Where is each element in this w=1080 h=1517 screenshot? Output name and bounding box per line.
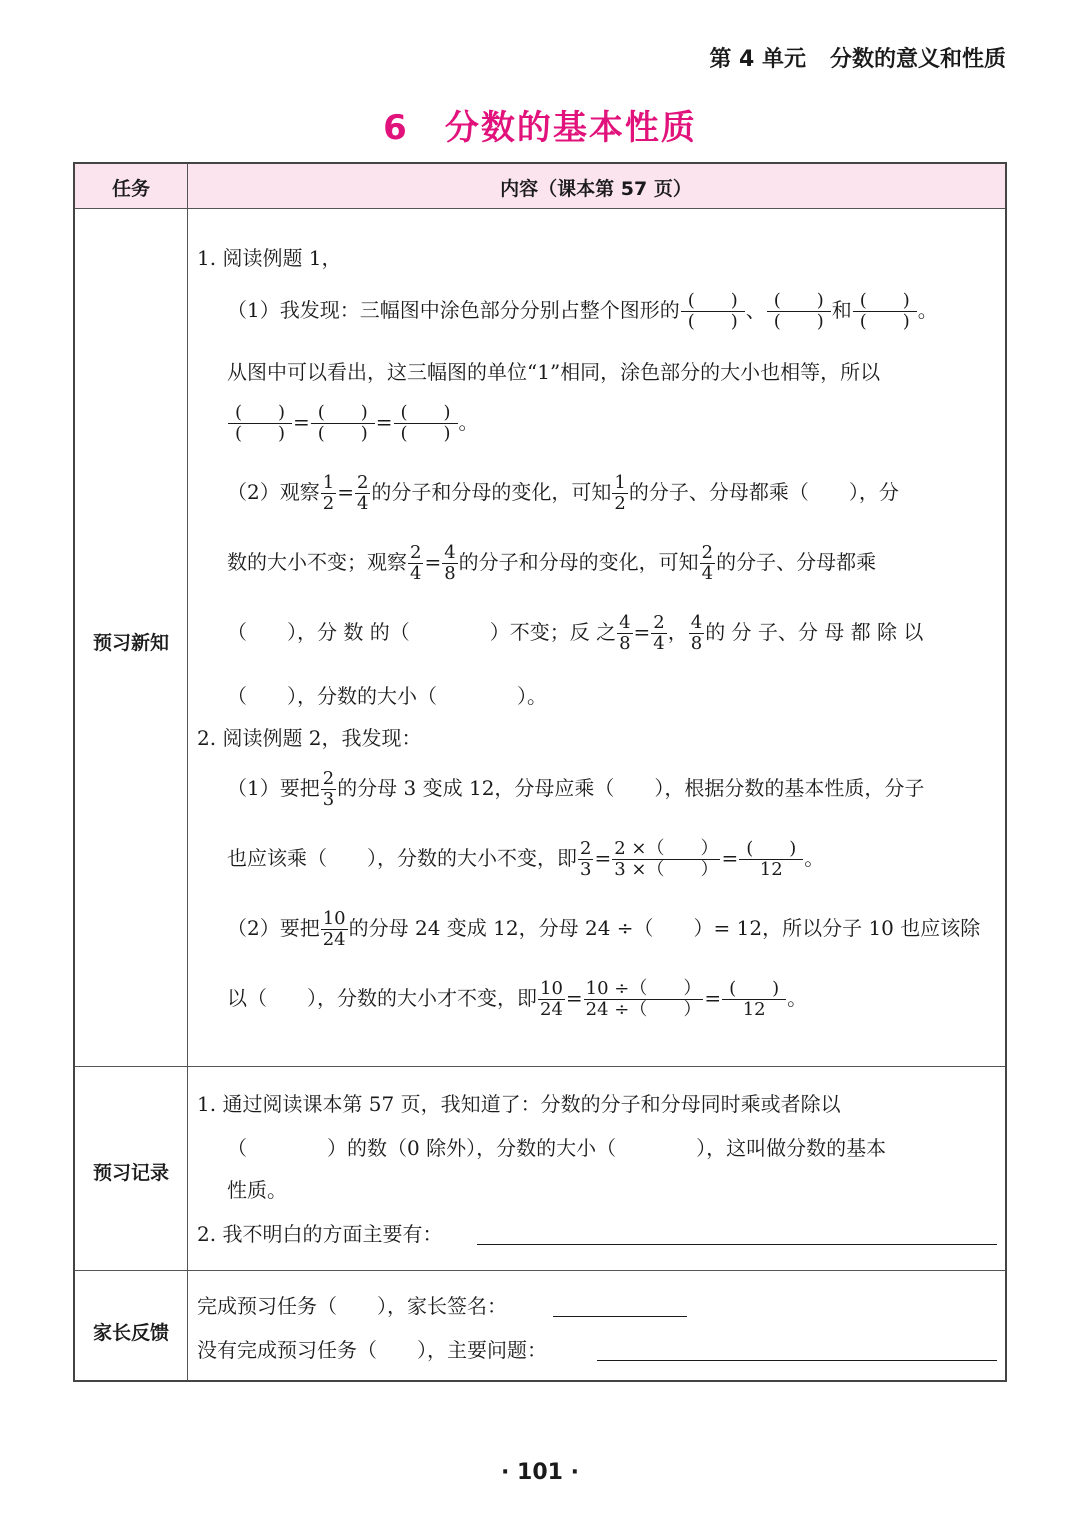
section-title: 分数的基本性质	[444, 108, 697, 148]
column-header-task: 任务	[111, 178, 150, 200]
row-divider	[75, 208, 1005, 209]
question-1-part-2-line-2: 数的大小不变；观察 $\frac{2}{4}$ = $\frac{4}{8}$ 的分子和分母的变化，可知 $\frac{2}{4}$ 的分子、分母都乘	[227, 542, 877, 584]
answer-fraction[interactable]: $\frac{( )}{( )}$	[681, 292, 745, 331]
record-answer-line[interactable]	[477, 1244, 997, 1245]
section-number: 6	[383, 108, 409, 148]
row-divider	[75, 1066, 1005, 1067]
equal-fractions-blank: $\frac{( )}{( )}$ = $\frac{( )}{( )}$ = $\frac{( )}{( )}$ 。	[227, 404, 479, 443]
question-1-part-1: （1）我发现：三幅图中涂色部分分别占整个图形的 $\frac{( )}{( )}$ 、 $\frac{( )}{( )}$ 和 $\frac{( )}{( )}$ 。	[227, 290, 938, 332]
question-1-part-1-text: 从图中可以看出，这三幅图的单位“1”相同，涂色部分的大小也相等，所以	[227, 360, 881, 384]
row-label-preview-record: 预习记录	[92, 1162, 169, 1184]
answer-fraction[interactable]: $\frac{( )}{( )}$	[853, 292, 917, 331]
answer-fraction[interactable]: $\frac{( )}{( )}$	[394, 404, 458, 443]
chapter-label: 分数的意义和性质	[829, 47, 1006, 72]
question-2-part-1-line-2: 也应该乘（ ），分数的大小不变，即 $\frac{2}{3}$ = $\frac{2 \times( )}{3 \times( )}$ = $\frac{( )}{12}$ 。	[227, 838, 825, 880]
row-label-parent-feedback: 家长反馈	[92, 1322, 169, 1344]
question-1-title: 1. 阅读例题 1，	[197, 246, 342, 270]
problem-answer-line[interactable]	[597, 1360, 997, 1361]
unit-label: 第 4 单元	[709, 47, 806, 72]
column-divider	[187, 164, 188, 1380]
question-1-part-2-line-3: （ ），分 数 的（ ）不变；反 之 $\frac{4}{8}$ = $\frac{2}{4}$ ， $\frac{4}{8}$ 的 分 子、分 母 都 除 以	[227, 612, 924, 654]
worksheet-table	[73, 162, 1007, 1382]
question-2-part-1-line-1: （1）要把 $\frac{2}{3}$ 的分母 3 变成 12，分母应乘（ ），根据分数的基本性质，分子	[227, 768, 925, 810]
answer-fraction[interactable]: $\frac{( )}{( )}$	[311, 404, 375, 443]
question-1-part-2-line-1: （2）观察 $\frac{1}{2}$ = $\frac{2}{4}$ 的分子和分母的变化，可知 $\frac{1}{2}$ 的分子、分母都乘（ ），分	[227, 472, 899, 514]
question-2-part-2-line-1: （2）要把 $\frac{10}{24}$ 的分母 24 变成 12，分母 24 ÷（ ）= 12，所以分子 10 也应该除	[227, 908, 981, 950]
page-title	[0, 100, 1080, 149]
answer-fraction[interactable]: $\frac{( )}{( )}$	[228, 404, 292, 443]
page-number: · 101 ·	[501, 1460, 579, 1485]
unit-header	[709, 42, 1006, 73]
column-header-content: 内容（课本第 57 页）	[500, 178, 692, 200]
record-item-1-line-3: 性质。	[227, 1178, 287, 1202]
question-2-title: 2. 阅读例题 2，我发现：	[197, 726, 422, 750]
record-item-1-line-1: 1. 通过阅读课本第 57 页，我知道了：分数的分子和分母同时乘或者除以	[197, 1092, 841, 1116]
question-2-part-2-line-2: 以（ ），分数的大小才不变，即 $\frac{10}{24}$ = $\frac{10 \div( )}{24 \div( )}$ = $\frac{( )}{12}$ 。	[227, 978, 808, 1020]
row-divider	[75, 1270, 1005, 1271]
feedback-not-completed: 没有完成预习任务（ ），主要问题：	[197, 1338, 547, 1362]
feedback-completed: 完成预习任务（ ），家长签名：	[197, 1294, 507, 1318]
answer-fraction[interactable]: $\frac{( )}{( )}$	[767, 292, 831, 331]
record-item-2: 2. 我不明白的方面主要有：	[197, 1222, 443, 1246]
row-label-preview-new: 预习新知	[92, 632, 169, 654]
parent-signature-line[interactable]	[553, 1316, 687, 1317]
question-1-part-2-line-4: （ ），分数的大小（ ）。	[227, 684, 547, 708]
record-item-1-line-2: （ ）的数（0 除外），分数的大小（ ），这叫做分数的基本	[227, 1136, 887, 1160]
